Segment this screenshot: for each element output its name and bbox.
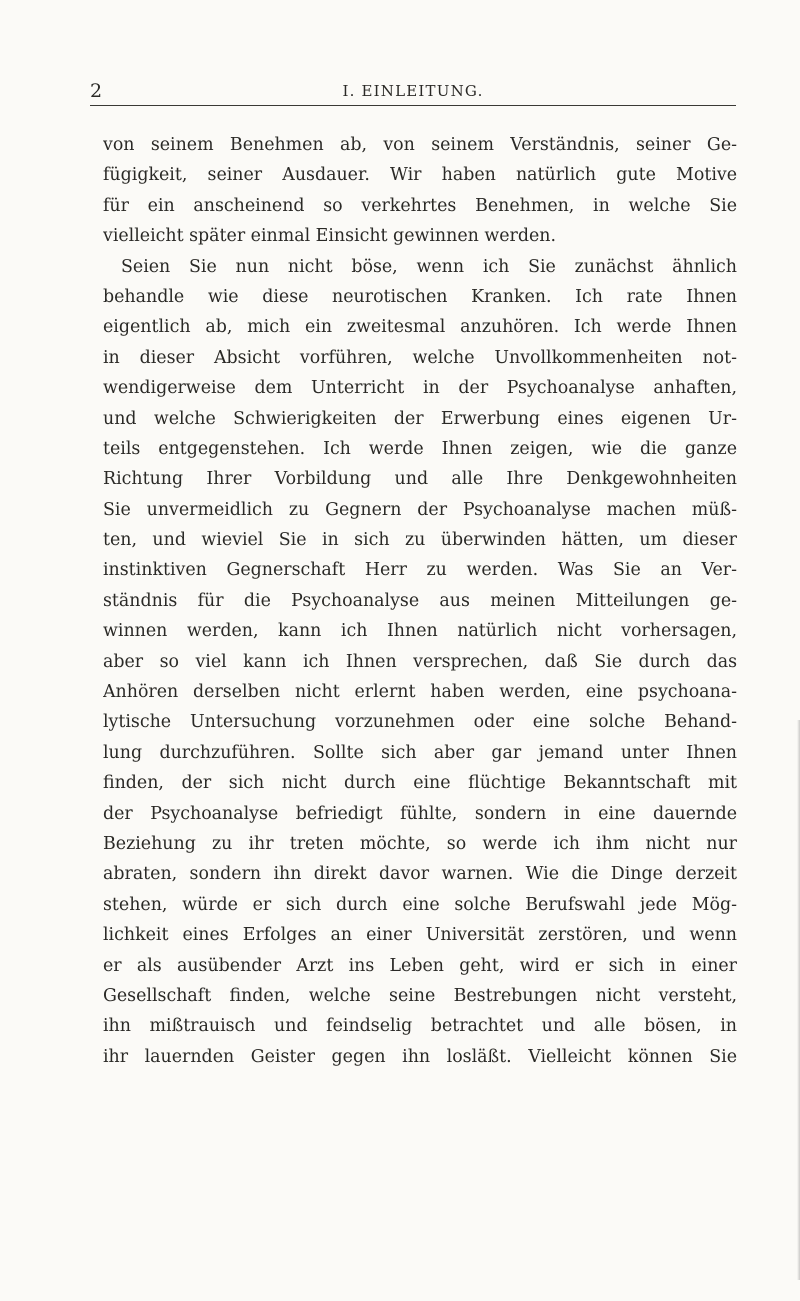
- text-line: lung durchzuführen. Sollte sich aber gar jemand unter Ihnen: [103, 742, 737, 763]
- text-line: Anhören derselben nicht erlernt haben werden, eine psychoana-: [103, 682, 737, 703]
- text-line: ten, und wieviel Sie in sich zu überwinden hätten, um dieser: [103, 530, 737, 551]
- header-rule: [90, 105, 736, 106]
- text-line: lytische Untersuchung vorzunehmen oder eine solche Behand-: [103, 712, 737, 733]
- text-line: vielleicht später einmal Einsicht gewinnen werden.: [103, 226, 556, 247]
- text-line: ihr lauernden Geister gegen ihn losläßt. Vielleicht können Sie: [103, 1046, 737, 1067]
- text-line: stehen, würde er sich durch eine solche Berufswahl jede Mög-: [103, 894, 737, 915]
- text-line: für ein anscheinend so verkehrtes Benehmen, in welche Sie: [103, 195, 737, 216]
- text-line: winnen werden, kann ich Ihnen natürlich nicht vorhersagen,: [103, 621, 737, 642]
- text-line: instinktiven Gegnerschaft Herr zu werden. Was Sie an Ver-: [103, 560, 737, 581]
- text-line: finden, der sich nicht durch eine flüchtige Bekanntschaft mit: [103, 773, 737, 794]
- page-number: 2: [90, 80, 103, 102]
- text-line: eigentlich ab, mich ein zweitesmal anzuhören. Ich werde Ihnen: [103, 317, 737, 338]
- running-head: [90, 80, 736, 104]
- text-line: Seien Sie nun nicht böse, wenn ich Sie zunächst ähnlich: [121, 256, 737, 277]
- text-line: der Psychoanalyse befriedigt fühlte, sondern in eine dauernde: [103, 803, 737, 824]
- text-line: wendigerweise dem Unterricht in der Psychoanalyse anhaften,: [103, 378, 737, 399]
- text-line: von seinem Benehmen ab, von seinem Verständnis, seiner Ge-: [103, 135, 737, 155]
- text-line: Beziehung zu ihr treten möchte, so werde ich ihm nicht nur: [103, 833, 737, 854]
- body-text: [103, 130, 737, 1072]
- text-line: Gesellschaft finden, welche seine Bestrebungen nicht versteht,: [103, 985, 737, 1006]
- text-line: Sie unvermeidlich zu Gegnern der Psychoanalyse machen müß-: [103, 499, 737, 520]
- text-line: behandle wie diese neurotischen Kranken. Ich rate Ihnen: [103, 286, 737, 307]
- text-line: er als ausübender Arzt ins Leben geht, wird er sich in einer: [103, 955, 737, 976]
- text-line: in dieser Absicht vorführen, welche Unvollkommenheiten not-: [103, 347, 737, 368]
- text-line: abraten, sondern ihn direkt davor warnen. Wie die Dinge derzeit: [103, 864, 737, 885]
- text-line: Richtung Ihrer Vorbildung und alle Ihre Denkgewohnheiten: [103, 469, 737, 490]
- text-line: fügigkeit, seiner Ausdauer. Wir haben natürlich gute Motive: [103, 165, 737, 186]
- text-line: ihn mißtrauisch und feindselig betrachtet und alle bösen, in: [103, 1016, 737, 1037]
- text-line: und welche Schwierigkeiten der Erwerbung eines eigenen Ur-: [103, 408, 737, 429]
- text-line: teils entgegenstehen. Ich werde Ihnen zeigen, wie die ganze: [103, 438, 737, 459]
- text-line: ständnis für die Psychoanalyse aus meinen Mitteilungen ge-: [103, 590, 737, 611]
- text-line: aber so viel kann ich Ihnen versprechen, daß Sie durch das: [103, 651, 737, 672]
- text-line: lichkeit eines Erfolges an einer Universität zerstören, und wenn: [103, 925, 737, 946]
- chapter-title: I. EINLEITUNG.: [342, 82, 484, 100]
